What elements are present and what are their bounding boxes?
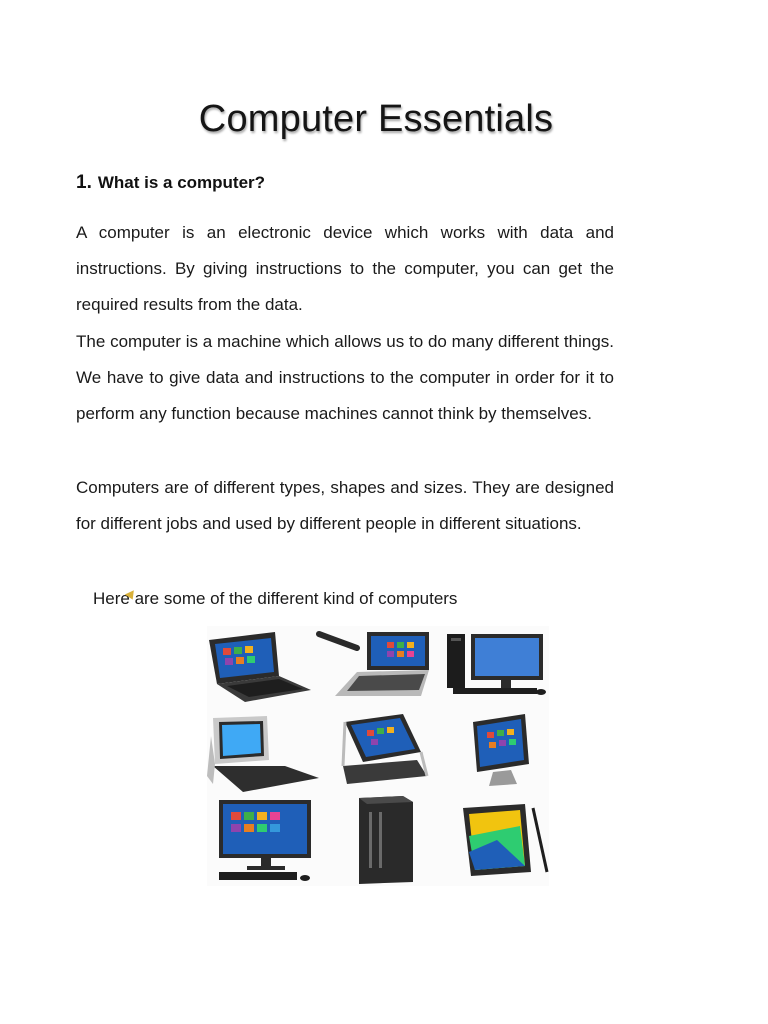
laptop-icon — [209, 632, 311, 702]
section-question: What is a computer? — [97, 173, 266, 192]
tablet-keyboard-case-icon — [207, 716, 319, 792]
convertible-laptop-icon — [343, 714, 427, 784]
paragraph-machine: The computer is a machine which allows us to do many different things. We have to give data and instructions to the computer in order for it to perform any function because machines cannot think by themselves. — [76, 332, 614, 423]
page-title: Computer Essentials — [198, 98, 554, 140]
section-number: 1. — [76, 172, 92, 193]
section-heading — [76, 172, 265, 194]
tower-case-icon — [359, 796, 413, 884]
figure-caption: Here are some of the different kind of computers — [93, 589, 458, 608]
paragraph-definition: A computer is an electronic device which works with data and instructions. By giving instructions to the computer, you can get the required results from the data. — [76, 223, 614, 314]
touch-laptop-icon — [319, 632, 429, 696]
computer-types-illustration — [207, 626, 549, 886]
desktop-monitor-keyboard-icon — [219, 800, 311, 881]
all-in-one-icon — [473, 714, 529, 786]
computer-types-figure — [207, 626, 549, 886]
paragraph-types: Computers are of different types, shapes and sizes. They are designed for different jobs and used by different people in different situations. — [76, 478, 614, 533]
tablet-stylus-icon — [463, 804, 547, 876]
desktop-tower-monitor-icon — [447, 634, 546, 695]
